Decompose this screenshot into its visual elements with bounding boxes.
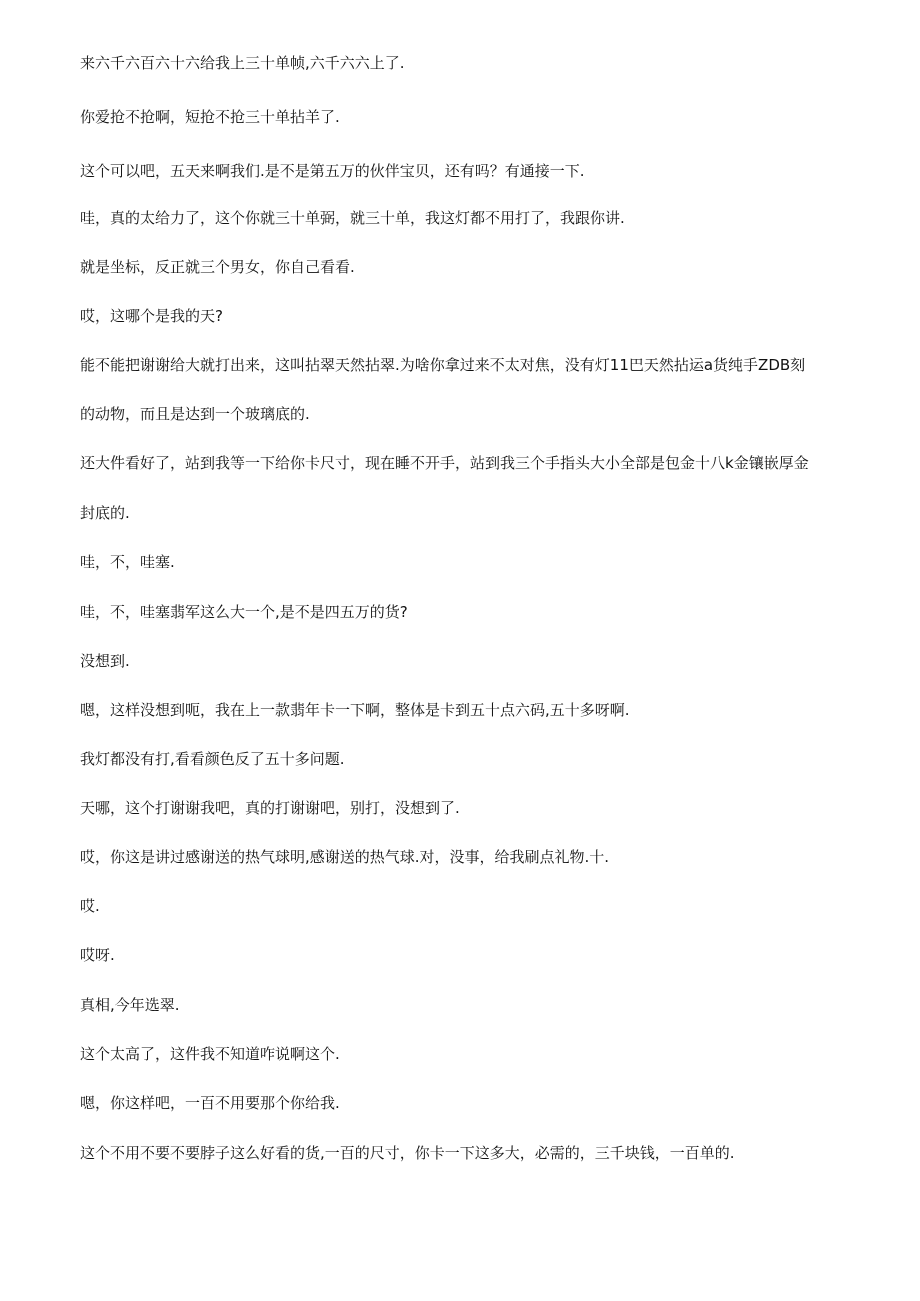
text-line: 嗯，这样没想到呃，我在上一款翡年卡一下啊，整体是卡到五十点六码,五十多呀啊.: [80, 701, 630, 719]
text-line: 我灯都没有打,看看颜色反了五十多问题.: [80, 750, 345, 768]
text-line: 这个可以吧，五天来啊我们.是不是第五万的伙伴宝贝，还有吗？有通接一下.: [80, 162, 585, 180]
text-line: 哇，不，哇塞.: [80, 553, 175, 571]
text-line: 哎呀.: [80, 946, 115, 964]
text-line: 你爱抢不抢啊，短抢不抢三十单拈羊了.: [80, 108, 340, 126]
text-line: 哇，不，哇塞翡军这么大一个,是不是四五万的货?: [80, 603, 408, 621]
text-line: 哎.: [80, 897, 100, 915]
text-line: 的动物，而且是达到一个玻璃底的.: [80, 405, 310, 423]
text-line: 真相,今年选翠.: [80, 996, 180, 1014]
text-line: 能不能把谢谢给大就打出来，这叫拈翠天然拈翠.为啥你拿过来不太对焦，没有灯11巴天然拈运a货纯手ZDB刻: [80, 356, 806, 374]
text-line: 来六千六百六十六给我上三十单帧,六千六六上了.: [80, 54, 405, 72]
text-line: 天哪，这个打谢谢我吧，真的打谢谢吧，别打，没想到了.: [80, 799, 460, 817]
text-line: 这个不用不要不要脖子这么好看的货,一百的尺寸，你卡一下这多大，必需的，三千块钱，一百单的.: [80, 1144, 735, 1162]
text-line: 这个太高了，这件我不知道咋说啊这个.: [80, 1045, 340, 1063]
text-line: 哎，你这是讲过感谢送的热气球明,感谢送的热气球.对，没事，给我刷点礼物.十.: [80, 848, 610, 866]
text-line: 就是坐标，反正就三个男女，你自己看看.: [80, 258, 355, 276]
text-line: 还大件看好了，站到我等一下给你卡尺寸，现在睡不开手，站到我三个手指头大小全部是包金十八k金镶嵌厚金: [80, 454, 809, 472]
text-line: 嗯，你这样吧，一百不用要那个你给我.: [80, 1094, 340, 1112]
text-line: 没想到.: [80, 652, 130, 670]
text-line: 哇，真的太给力了，这个你就三十单弼，就三十单，我这灯都不用打了，我跟你讲.: [80, 209, 625, 227]
text-line: 封底的.: [80, 504, 130, 522]
text-line: 哎，这哪个是我的天?: [80, 307, 223, 325]
